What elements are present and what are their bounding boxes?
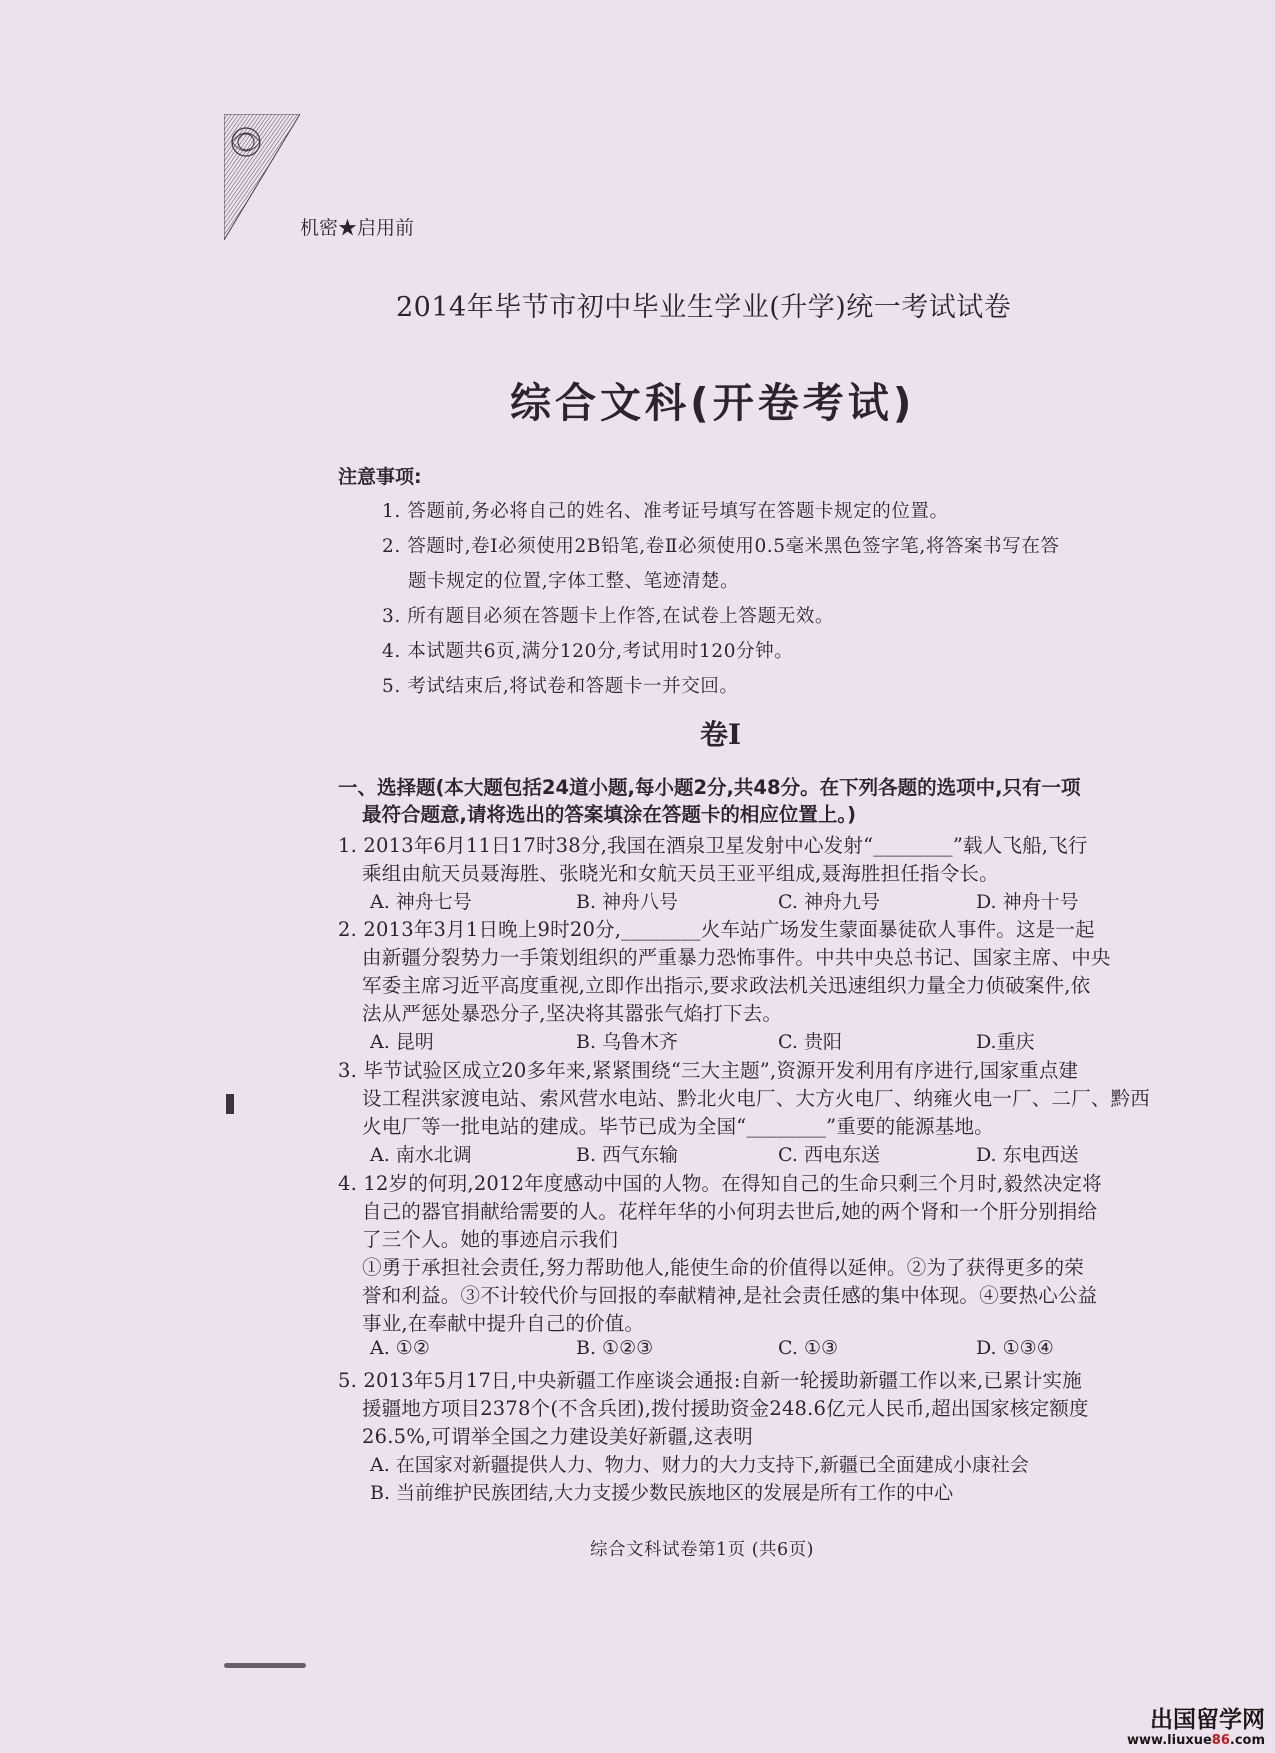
watermark-url-number: 86 [1211,1733,1230,1748]
watermark-site-name: 出国留学网 [1150,1707,1265,1733]
question-text: 火电厂等一批电站的建成。毕节已成为全国“________”重要的能源基地。 [362,1115,994,1138]
answer-option: C. ①③ [778,1337,839,1359]
binding-mark [226,1094,234,1114]
answer-option: D. 东电西送 [976,1144,1079,1166]
question-text: 誉和利益。③不计较代价与回报的奉献精神,是社会责任感的集中体现。④要热心公益 [362,1284,1098,1307]
question-text: 自己的器官捐献给需要的人。花样年华的小何玥去世后,她的两个肾和一个肝分别捐给 [362,1200,1098,1223]
answer-option: C. 西电东送 [778,1144,880,1166]
question-text: ①勇于承担社会责任,努力帮助他人,能使生命的价值得以延伸。②为了获得更多的荣 [362,1256,1084,1279]
question-text: 由新疆分裂势力一手策划组织的严重暴力恐怖事件。中共中央总书记、国家主席、中央 [362,946,1111,969]
subject-title: 综合文科(开卷考试) [510,379,916,427]
answer-option: B. 神舟八号 [576,891,679,913]
notice-item: 4. 本试题共6页,满分120分,考试用时120分钟。 [382,641,794,662]
question-text: 1. 2013年6月11日17时38分,我国在酒泉卫星发射中心发射“________”载人飞船,飞行 [338,834,1088,857]
question-text: 26.5%,可谓举全国之力建设美好新疆,这表明 [362,1425,753,1448]
question-text: 5. 2013年5月17日,中央新疆工作座谈会通报:自新一轮援助新疆工作以来,已累计实施 [338,1369,1082,1392]
notice-item: 1. 答题前,务必将自己的姓名、准考证号填写在答题卡规定的位置。 [382,501,949,522]
site-watermark [1127,1709,1265,1747]
answer-option: B. ①②③ [576,1337,654,1359]
question-text: 4. 12岁的何玥,2012年度感动中国的人物。在得知自己的生命只剩三个月时,毅然决定将 [338,1172,1102,1195]
question-text: 2. 2013年3月1日晚上9时20分,________火车站广场发生蒙面暴徒砍人事件。这是一起 [338,918,1095,941]
answer-option: D.重庆 [976,1031,1035,1053]
answer-option: D. 神舟十号 [976,891,1079,913]
question-text: 设工程洪家渡电站、索风营水电站、黔北火电厂、大方火电厂、纳雍火电一厂、二厂、黔西 [362,1087,1151,1110]
confidential-label: 机密★启用前 [300,217,415,239]
question-text: 事业,在奉献中提升自己的价值。 [362,1312,645,1335]
volume-title: 卷Ⅰ [700,718,742,751]
answer-option: D. ①③④ [976,1337,1054,1359]
question-text: 3. 毕节试验区成立20多年来,紧紧围绕“三大主题”,资源开发利用有序进行,国家重点建 [338,1059,1079,1082]
question-text: 乘组由航天员聂海胜、张晓光和女航天员王亚平组成,聂海胜担任指令长。 [362,862,999,885]
notice-item: 题卡规定的位置,字体工整、笔迹清楚。 [408,571,740,592]
answer-option: A. 在国家对新疆提供人力、物力、财力的大力支持下,新疆已全面建成小康社会 [370,1454,1029,1476]
notice-item: 3. 所有题目必须在答题卡上作答,在试卷上答题无效。 [382,606,835,627]
section-instructions: 一、选择题(本大题包括24道小题,每小题2分,共48分。在下列各题的选项中,只有一项 [338,776,1081,799]
answer-option: B. 当前维护民族团结,大力支援少数民族地区的发展是所有工作的中心 [370,1482,954,1504]
answer-option: A. 南水北调 [370,1144,472,1166]
watermark-url-suffix: .com [1229,1733,1265,1748]
notice-item: 2. 答题时,卷Ⅰ必须使用2B铅笔,卷Ⅱ必须使用0.5毫米黑色签字笔,将答案书写在答 [382,536,1060,557]
notice-heading: 注意事项: [338,466,422,488]
page-footer: 综合文科试卷第1页 (共6页) [590,1540,814,1560]
answer-option: C. 贵阳 [778,1031,842,1053]
security-ornament-image [224,114,300,240]
exam-title: 2014年毕节市初中毕业生学业(升学)统一考试试卷 [396,292,1012,323]
edge-mark [224,1663,306,1668]
answer-option: A. ①② [370,1337,430,1359]
answer-option: A. 昆明 [370,1031,434,1053]
watermark-url [1127,1734,1265,1747]
question-text: 军委主席习近平高度重视,立即作出指示,要求政法机关迅速组织力量全力侦破案件,依 [362,974,1091,997]
answer-option: C. 神舟九号 [778,891,880,913]
question-text: 了三个人。她的事迹启示我们 [362,1228,619,1251]
notice-item: 5. 考试结束后,将试卷和答题卡一并交回。 [382,676,739,697]
question-text: 援疆地方项目2378个(不含兵团),拨付援助资金248.6亿元人民币,超出国家核定额度 [362,1397,1089,1420]
section-instructions: 最符合题意,请将选出的答案填涂在答题卡的相应位置上。) [362,803,857,826]
question-text: 法从严惩处暴恐分子,坚决将其嚣张气焰打下去。 [362,1002,783,1025]
watermark-url-prefix: www.liuxue [1127,1733,1212,1748]
answer-option: B. 乌鲁木齐 [576,1031,679,1053]
answer-option: B. 西气东输 [576,1144,679,1166]
answer-option: A. 神舟七号 [370,891,472,913]
